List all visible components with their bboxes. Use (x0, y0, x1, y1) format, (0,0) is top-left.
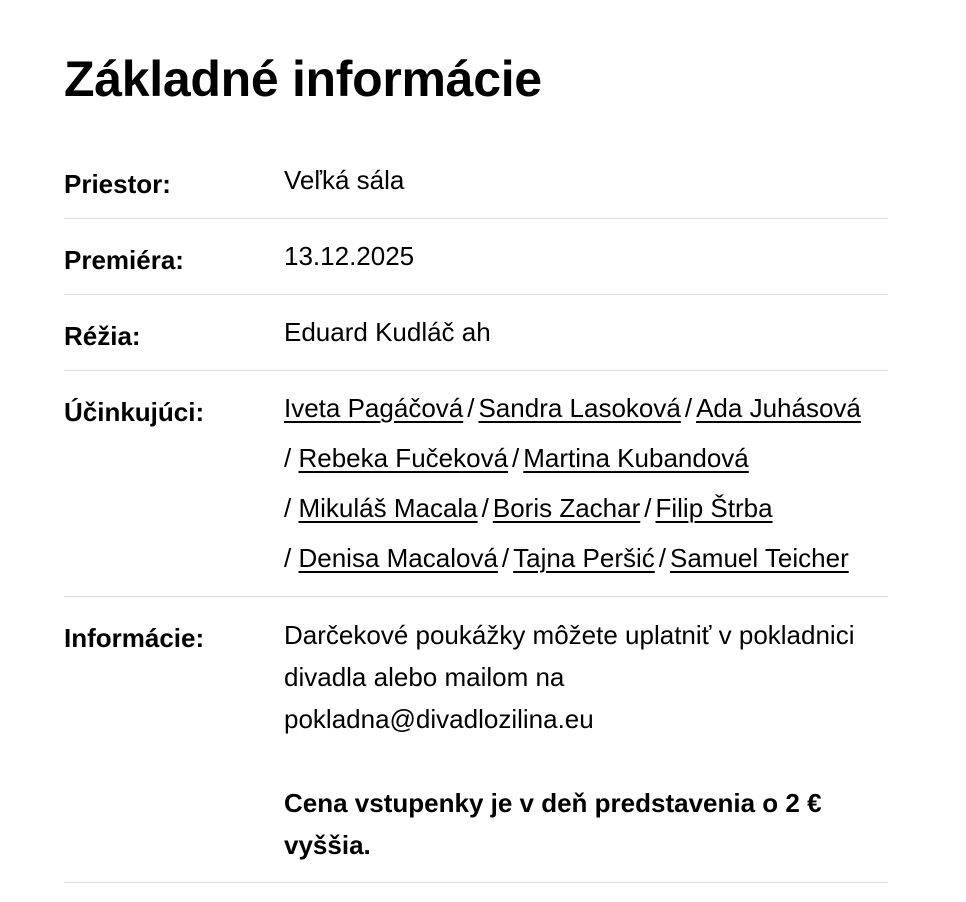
premiere-value: 13.12.2025 (284, 241, 415, 271)
cast-separator: / (684, 393, 693, 423)
info-text-line: Darčekové poukážky môžete uplatniť v pokladnici (284, 620, 855, 650)
price-note-line: vyššia. (284, 830, 371, 860)
cast-separator: / (284, 443, 292, 473)
cast-member-link[interactable]: Boris Zachar (492, 493, 641, 523)
row-cast (64, 371, 888, 597)
cast-separator: / (512, 443, 520, 473)
cast-label: Účinkujúci: (64, 397, 205, 427)
price-note-line: Cena vstupenky je v deň predstavenia o 2 € (284, 788, 822, 818)
cast-member-link[interactable]: Rebeka Fučeková (298, 443, 509, 473)
cast-member-link[interactable]: Filip Štrba (655, 493, 773, 523)
cast-separator: / (501, 543, 510, 573)
director-value: Eduard Kudláč ah (284, 317, 491, 347)
cast-list (284, 371, 914, 596)
info-value (284, 597, 888, 882)
cast-line (284, 483, 914, 533)
info-label: Informácie: (64, 623, 205, 653)
cast-separator: / (481, 493, 489, 523)
premiere-label: Premiéra: (64, 245, 184, 275)
row-director (64, 295, 888, 371)
row-info (64, 597, 888, 883)
cast-member-link[interactable]: Iveta Pagáčová (284, 393, 464, 423)
cast-member-link[interactable]: Denisa Macalová (298, 543, 498, 573)
info-table (64, 143, 888, 883)
cast-separator: / (644, 493, 652, 523)
cast-member-link[interactable]: Sandra Lasoková (478, 393, 681, 423)
cast-line (284, 533, 914, 583)
venue-value: Veľká sála (284, 165, 405, 195)
venue-label: Priestor: (64, 169, 171, 199)
cast-member-link[interactable]: Samuel Teicher (670, 543, 849, 573)
cast-member-link[interactable]: Mikuláš Macala (298, 493, 478, 523)
cast-separator: / (284, 543, 292, 573)
cast-line (284, 383, 914, 433)
director-label: Réžia: (64, 321, 141, 351)
price-note (284, 782, 888, 866)
info-email: pokladna@divadlozilina.eu (284, 704, 594, 734)
cast-line (284, 433, 914, 483)
cast-member-link[interactable]: Tajna Peršić (513, 543, 655, 573)
cast-separator: / (658, 543, 666, 573)
info-text-line: divadla alebo mailom na (284, 662, 565, 692)
row-premiere (64, 219, 888, 295)
section-title: Základné informácie (64, 51, 542, 107)
cast-separator: / (467, 393, 475, 423)
row-venue (64, 143, 888, 219)
cast-member-link[interactable]: Ada Juhásová (696, 393, 861, 423)
cast-member-link[interactable]: Martina Kubandová (523, 443, 749, 473)
cast-separator: / (284, 493, 292, 523)
